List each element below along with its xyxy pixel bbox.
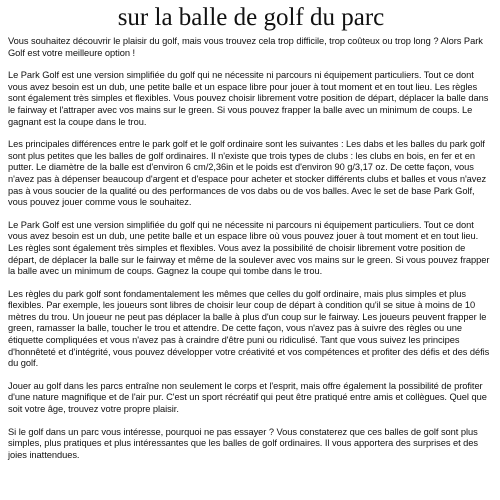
paragraph-intro: Vous souhaitez découvrir le plaisir du golf, mais vous trouvez cela trop difficile, trop coûteux ou trop long ? Alors Park Golf est votre meilleure option ! (8, 36, 483, 58)
page-title: sur la balle de golf du parc (117, 4, 385, 31)
document-page (8, 0, 494, 472)
paragraph-definition-repeat: Le Park Golf est une version simplifiée du golf qui ne nécessite ni parcours ni équipement particuliers. Tout ce dont vous avez besoin est un dub, une petite balle et un espace libre où vous pouvez jouer à tout moment et en tout lieu. Les règles sont également très simples et flexibles. Vous avez la possibilité de choisir librement votre position de départ, de déplacer la balle sur le fairway et même de la soulever avec vos mains sur le green. Si vous pouvez frapper la balle avec un minimum de coups. Gagnez la coupe qui tombe dans le trou. (8, 219, 490, 277)
paragraph-benefits: Jouer au golf dans les parcs entraîne non seulement le corps et l'esprit, mais offre également la possibilité de profiter d'une nature magnifique et de l'air pur. C'est un sport récréatif qui peut être pratiqué entre amis et collègues. Quel que soit votre âge, trouvez votre propre plaisir. (8, 380, 487, 415)
paragraph-conclusion: Si le golf dans un parc vous intéresse, pourquoi ne pas essayer ? Vous constaterez que ces balles de golf sont plus simples, plus pratiques et plus intéressantes que les balles de golf ordinaires. Il vous apportera des surprises et des joies inattendues. (8, 426, 478, 460)
paragraph-rules: Les règles du park golf sont fondamentalement les mêmes que celles du golf ordinaire, mais plus simples et plus flexibles. Par exemple, les joueurs sont libres de choisir leur coup de départ à condition qu'il se situe à moins de 10 mètres du trou. Un joueur ne peut pas déplacer la balle à plus d'un coup sur le fairway. Les joueurs peuvent frapper le green, ramasser la balle, toucher le trou et attendre. De cette façon, vous n'avez pas à suivre des règles ou une étiquette compliquées et vous n'avez pas à craindre d'être puni ou ridiculisé. Tant que vous suivez les principes d'honnêteté et d'intégrité, vous pouvez développer votre créativité et vos compétences et profiter des défis et des défis du golf. (8, 288, 490, 369)
paragraph-differences: Les principales différences entre le park golf et le golf ordinaire sont les suivantes : Les dabs et les balles du park golf sont plus petites que les balles de golf ordinaires. Il n'existe que trois types de clubs : les clubs en bois, en fer et en putter. Le diamètre de la balle est d'environ 6 cm/2,36in et le poids est d'environ 90 g/3,17 oz. De cette façon, vous n'avez pas à dépenser beaucoup d'argent et d'espace pour acheter et stocker différents clubs et balles et vous n'avez pas à vous soucier de la qualité ou des performances de vos dabs ou de vos balles. Avec le set de base Park Golf, vous pouvez jouer comme vous le souhaitez. (8, 139, 487, 208)
paragraph-definition: Le Park Golf est une version simplifiée du golf qui ne nécessite ni parcours ni équipement particuliers. Tout ce dont vous avez besoin est un dub, une petite balle et un espace libre pour jouer à tout moment et en tout lieu. Les règles sont également très simples et flexibles. Vous pouvez choisir librement votre position de départ, déplacer la balle dans le fairway et l'attraper avec vos mains sur le green. Si vous pouvez frapper la balle avec un minimum de coups. Le gagnant est la coupe dans le trou. (8, 70, 489, 127)
